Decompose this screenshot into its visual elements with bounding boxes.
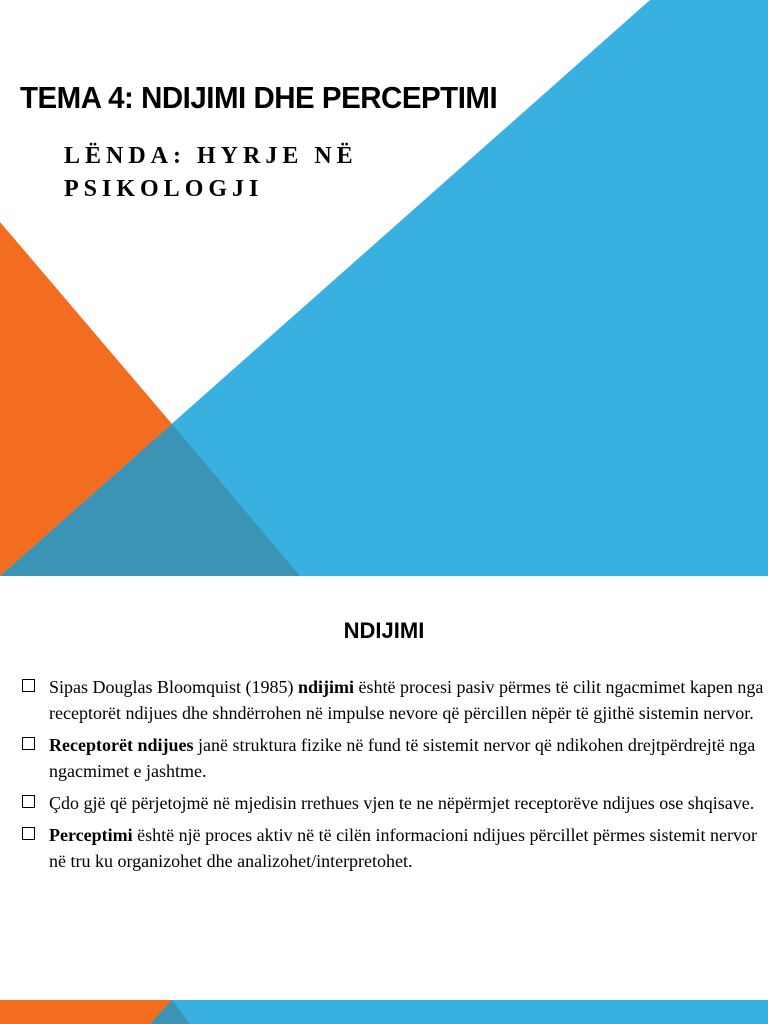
slide-ndijimi xyxy=(0,576,768,1024)
slide-heading: NDIJIMI xyxy=(343,618,425,643)
bullet-text-bold: Perceptimi xyxy=(49,825,133,845)
bullet-list xyxy=(20,674,768,880)
bullet-text-pre: Sipas Douglas Bloomquist (1985) xyxy=(49,677,299,697)
bullet-item xyxy=(20,674,768,726)
bottom-color-bar xyxy=(0,1000,768,1024)
slide-subtitle: LËNDA: HYRJE NË PSIKOLOGJI xyxy=(64,143,358,202)
checkbox-bullet-icon xyxy=(22,827,35,840)
checkbox-bullet-icon xyxy=(22,737,35,750)
checkbox-bullet-icon xyxy=(22,795,35,808)
bullet-text-post: janë struktura fizike në fund të sistemit nervor që ndikohen drejtpërdrejtë nga ngacmimet e jashtme. xyxy=(49,735,756,781)
bullet-item xyxy=(20,790,768,816)
bullet-text-post: është një proces aktiv në të cilën informacioni ndijues përcillet përmes sistemit nervor në tru ku organizohet dhe analizohet/interpretohet. xyxy=(49,825,757,871)
bullet-text-bold: Receptorët ndijues xyxy=(49,735,194,755)
bullet-text-post: është procesi pasiv përmes të cilit ngacmimet kapen nga receptorët ndijues dhe shndërrohen në impulse nevore që përcillen nëpër të gjithë sistemin nervor. xyxy=(49,677,764,723)
slide-title-text: TEMA 4: NDIJIMI DHE PERCEPTIMI xyxy=(20,80,498,115)
checkbox-bullet-icon xyxy=(22,679,35,692)
bullet-item xyxy=(20,732,768,784)
bullet-item xyxy=(20,822,768,874)
bullet-text-pre: Çdo gjë që përjetojmë në mjedisin rrethues vjen te ne nëpërmjet receptorëve ndijues ose shqisave. xyxy=(49,793,755,813)
bullet-text-bold: ndijimi xyxy=(298,677,355,697)
